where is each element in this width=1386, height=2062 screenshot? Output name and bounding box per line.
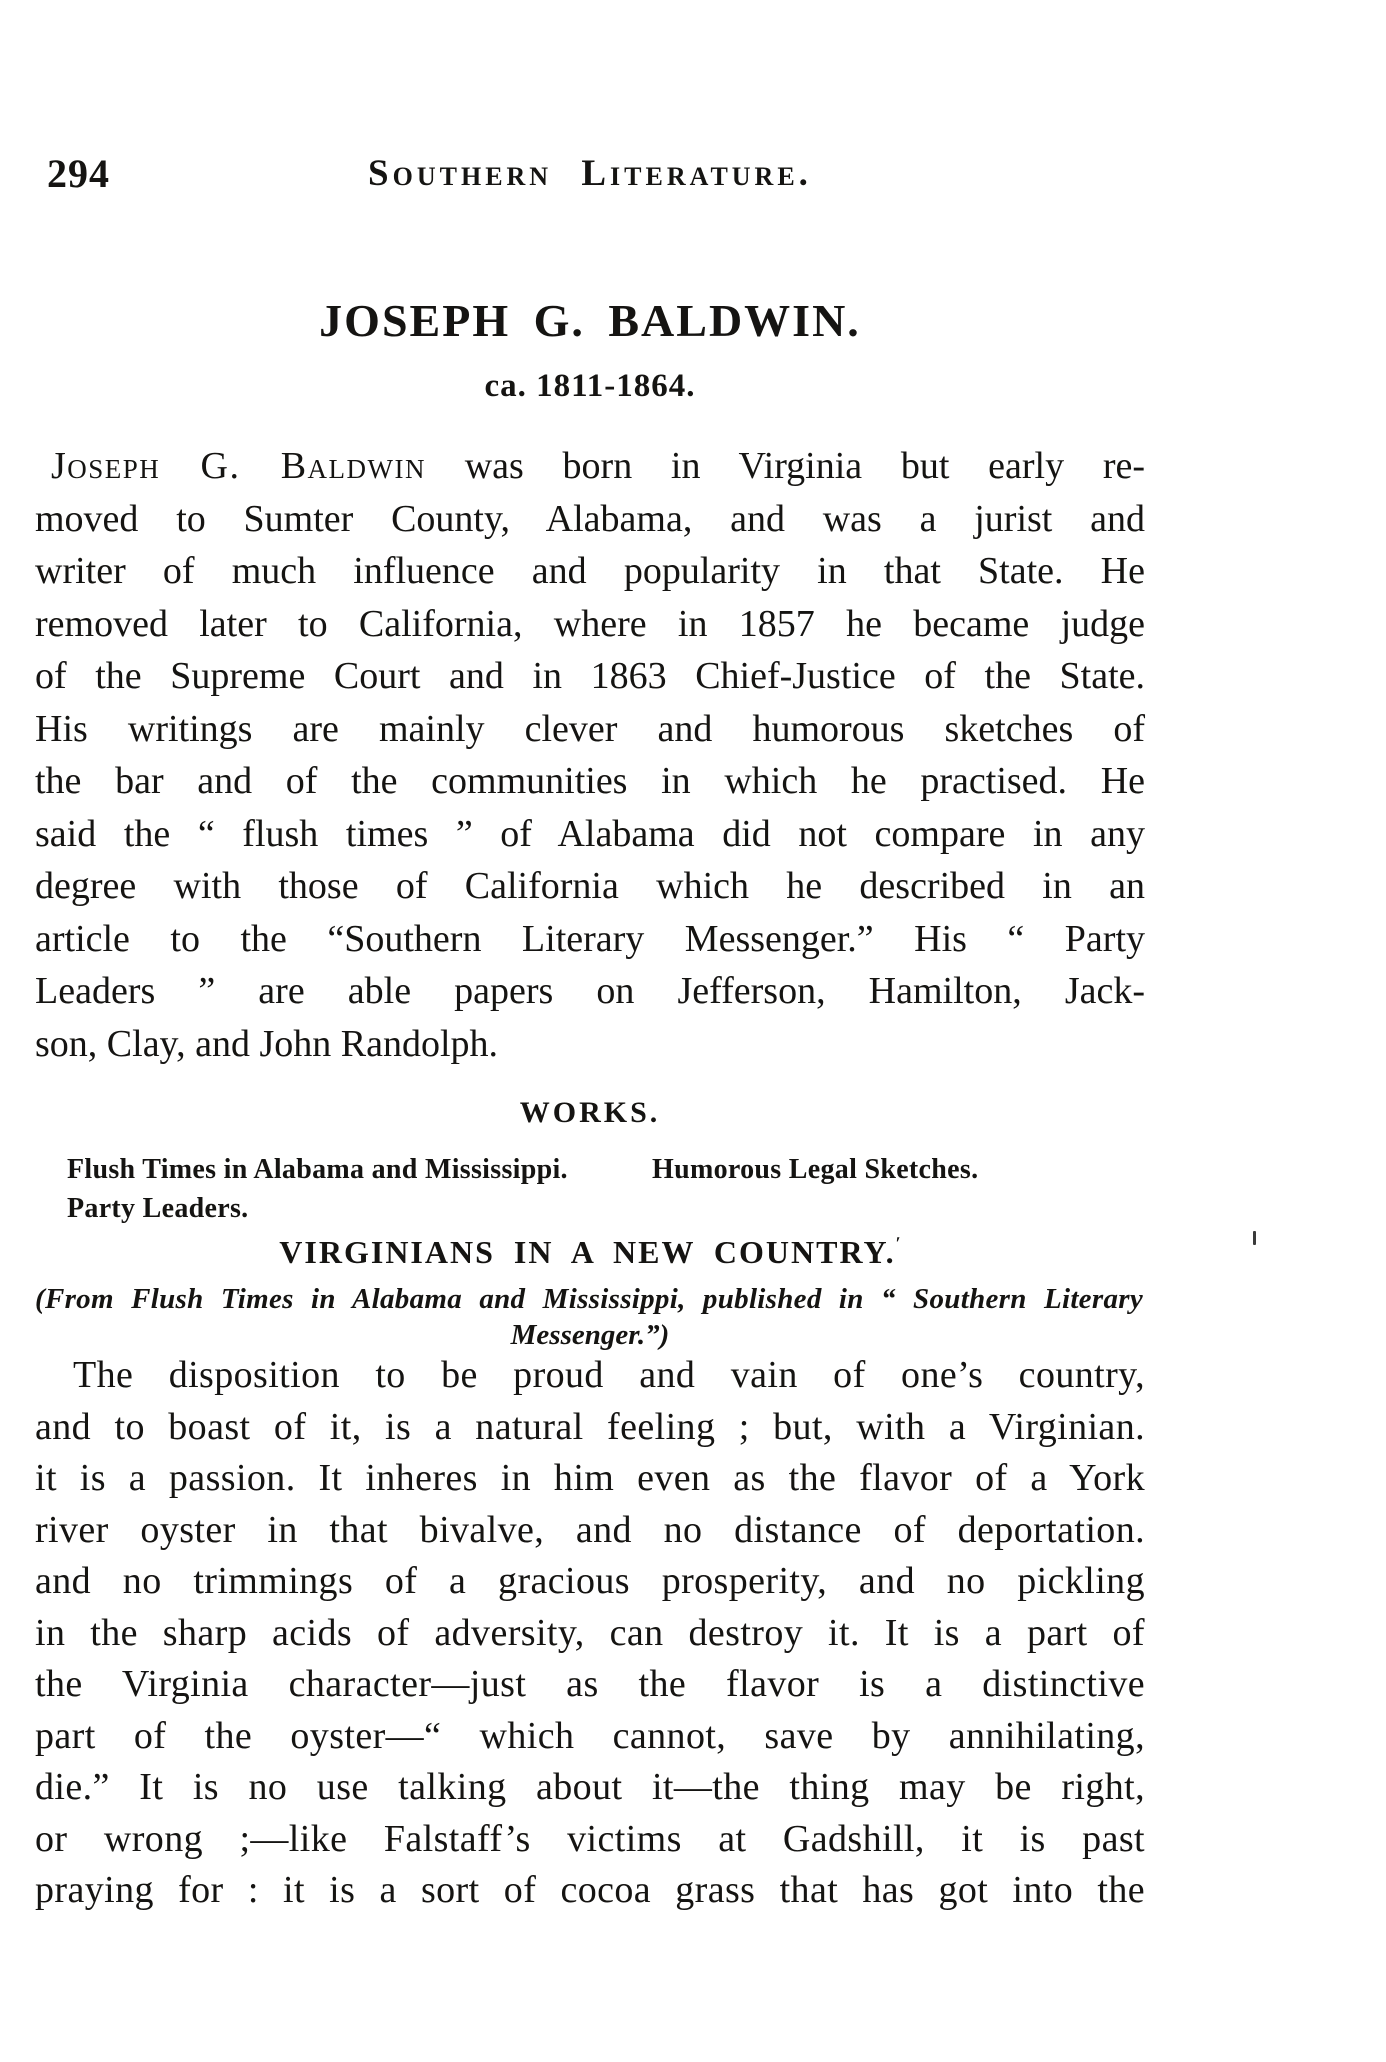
intro-line-text: was born in Virginia but early re- (426, 445, 1145, 487)
article-title: JOSEPH G. BALDWIN. (319, 295, 861, 346)
intro-line: the bar and of the communities in which he practised. He (35, 760, 1145, 802)
excerpt-line: or wrong ;—like Falstaff’s victims at Gadshill, it is past (35, 1817, 1145, 1860)
intro-line: of the Supreme Court and in 1863 Chief-Justice of the State. (35, 655, 1145, 697)
excerpt-line: and no trimmings of a gracious prosperity, and no pickling (35, 1560, 1145, 1602)
excerpt-heading (35, 1233, 1145, 1271)
intro-line: degree with those of California which he described in an (35, 865, 1145, 907)
intro-line: moved to Sumter County, Alabama, and was a jurist and (35, 497, 1145, 540)
scan-tick-mark: ʹ (895, 1233, 901, 1253)
running-title: Southern Literature. (368, 153, 812, 194)
excerpt-line: part of the oyster—“ which cannot, save by annihilating, (35, 1714, 1145, 1757)
works-row (35, 1150, 1145, 1189)
excerpt-line: praying for : it is a sort of cocoa grass that has got into the (35, 1869, 1145, 1911)
article-dates: ca. 1811-1864. (484, 368, 696, 404)
works-item: Humorous Legal Sketches. (652, 1154, 979, 1185)
excerpt-line: The disposition to be proud and vain of one’s country, (73, 1354, 1145, 1396)
works-item: Party Leaders. (67, 1193, 249, 1224)
page-number: 294 (47, 151, 110, 196)
intro-line (35, 440, 1145, 493)
works-row (35, 1189, 1145, 1228)
excerpt-line: die.” It is no use talking about it—the thing may be right, (35, 1766, 1145, 1808)
works-list (35, 1150, 1145, 1228)
excerpt-source-line1: (From Flush Times in Alabama and Mississippi, published in “ Southern Literary (35, 1283, 1143, 1315)
scan-artifact (1253, 1231, 1256, 1245)
author-name-smallcaps: Joseph G. Baldwin (51, 445, 426, 487)
running-head (35, 148, 1145, 200)
intro-line: Leaders ” are able papers on Jefferson, Hamilton, Jack- (35, 970, 1145, 1012)
excerpt-line: river oyster in that bivalve, and no distance of deportation. (35, 1508, 1145, 1551)
excerpt-line: it is a passion. It inheres in him even as the flavor of a York (35, 1457, 1145, 1499)
excerpt-line: in the sharp acids of adversity, can destroy it. It is a part of (35, 1611, 1145, 1654)
excerpt-source-line2: Messenger.”) (510, 1319, 670, 1351)
excerpt-line: and to boast of it, is a natural feeling ; but, with a Virginian. (35, 1405, 1145, 1448)
intro-line: removed later to California, where in 1857 he became judge (35, 602, 1145, 645)
works-item: Flush Times in Alabama and Mississippi. (67, 1154, 568, 1185)
excerpt-paragraph (35, 1350, 1145, 1917)
excerpt-line: the Virginia character—just as the flavor is a distinctive (35, 1663, 1145, 1705)
intro-line: said the “ flush times ” of Alabama did not compare in any (35, 812, 1145, 855)
intro-line: His writings are mainly clever and humorous sketches of (35, 707, 1145, 750)
intro-line: writer of much influence and popularity in that State. He (35, 550, 1145, 592)
works-heading: WORKS. (519, 1096, 661, 1129)
intro-line: article to the “Southern Literary Messenger.” His “ Party (35, 917, 1145, 960)
intro-paragraph (35, 440, 1145, 1070)
excerpt-heading-text: VIRGINIANS IN A NEW COUNTRY. (279, 1234, 896, 1270)
intro-line: son, Clay, and John Randolph. (35, 1022, 499, 1065)
